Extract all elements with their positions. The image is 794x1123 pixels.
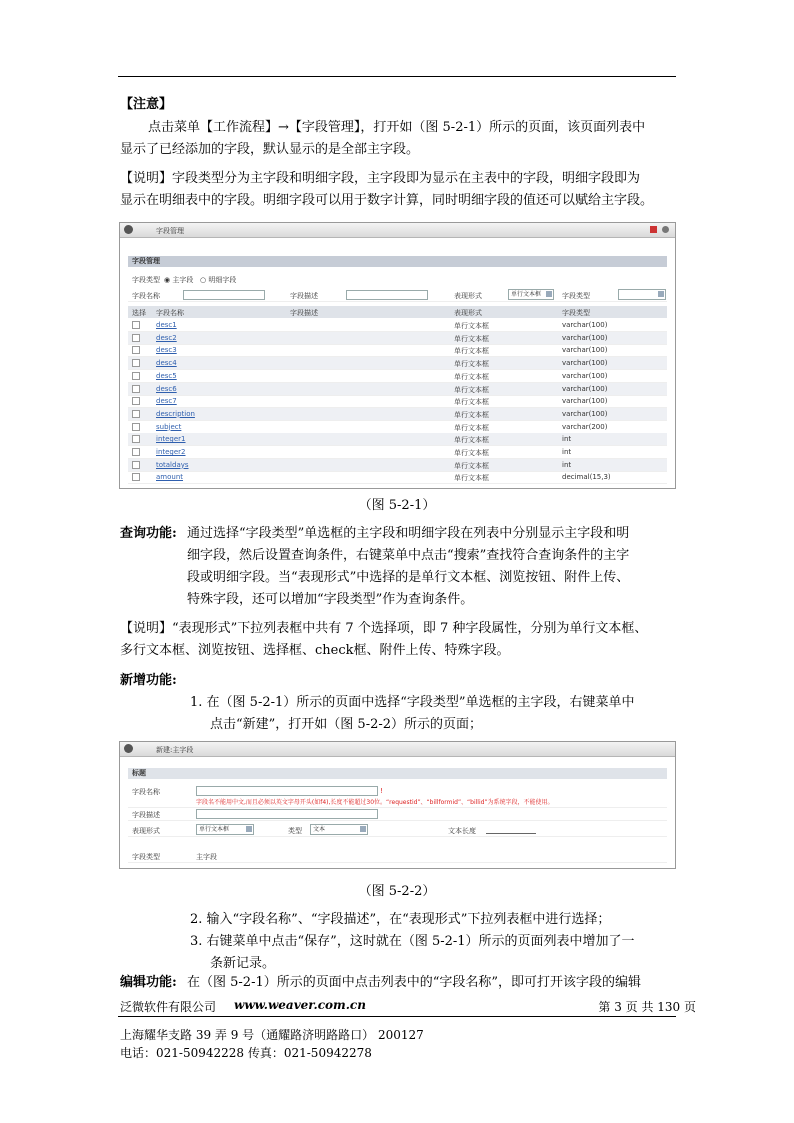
note2-line-2: 多行文本框、浏览按钮、选择框、check框、附件上传、特殊字段。: [120, 643, 510, 658]
note2-line-1: 【说明】“表现形式”下拉列表框中共有 7 个选择项，即 7 种字段属性，分别为单行文本框、: [120, 621, 648, 636]
figure2-caption: （图 5-2-2）: [358, 884, 436, 899]
col-select: 选择: [132, 309, 146, 317]
add-step1-line-2: 点击“新建”，打开如（图 5-2-2）所示的页面；: [210, 717, 483, 732]
brand-logo-icon: [135, 225, 151, 234]
row-checkbox[interactable]: [132, 385, 140, 393]
col-desc: 字段描述: [290, 309, 318, 317]
search-row: [128, 289, 667, 302]
query-label: 查询功能:: [120, 526, 177, 541]
table-header: [128, 306, 667, 318]
add-step2: 2. 输入“字段名称”、“字段描述”，在“表现形式”下拉列表框中进行选择；: [190, 912, 611, 927]
field-type: varchar(200): [562, 422, 608, 431]
search-type-label: 字段类型: [562, 292, 590, 300]
footer-website: www.weaver.com.cn: [234, 998, 366, 1012]
field-type: int: [562, 448, 572, 456]
edit-label: 编辑功能:: [120, 975, 177, 990]
field-type: varchar(100): [562, 371, 608, 380]
add-step3-line-1: 3. 右键菜单中点击“保存”，这时就在（图 5-2-1）所示的页面列表中增加了一: [190, 934, 635, 949]
figure-new-main-field: [119, 741, 676, 869]
chevron-down-icon: [658, 291, 664, 297]
table-row: [128, 446, 667, 459]
field-type: varchar(100): [562, 397, 608, 406]
field-name-link[interactable]: integer2: [156, 448, 186, 456]
field-name-link[interactable]: desc6: [156, 384, 177, 393]
footer-company: 泛微软件有限公司: [120, 1000, 217, 1014]
radio-main[interactable]: ◉ 主字段: [164, 276, 194, 284]
add-label: 新增功能:: [120, 673, 177, 688]
notice-line-1: 点击菜单【工作流程】→【字段管理】，打开如（图 5-2-1）所示的页面，该页面列表中: [148, 120, 646, 135]
field-form: 单行文本框: [454, 322, 489, 330]
query-line-4: 特殊字段，还可以增加“字段类型”作为查询条件。: [187, 592, 474, 607]
table-row: [128, 471, 667, 484]
field-form: 单行文本框: [454, 436, 489, 445]
name-label: 字段名称: [132, 788, 160, 796]
edit-line-1: 在（图 5-2-1）所示的页面中点击列表中的“字段名称”，即可打开该字段的编辑: [187, 975, 642, 990]
row-checkbox[interactable]: [132, 334, 140, 342]
window-title: 新建:主字段: [156, 746, 194, 754]
chevron-down-icon: [360, 826, 366, 832]
brand-logo-icon: [135, 744, 151, 753]
refresh-icon[interactable]: [662, 226, 669, 233]
header-rule: [118, 76, 676, 77]
name-row: [128, 785, 667, 808]
field-type: int: [562, 460, 572, 469]
field-name-link[interactable]: subject: [156, 422, 182, 431]
field-form: 单行文本框: [454, 461, 489, 470]
name-warning: 字段名不能用中文,而且必须以英文字母开头(如f4),长度不能超过30位。“requestid”、“billformid”、“billid”为系统字段，不能使用。: [196, 799, 554, 806]
table-row: [128, 332, 667, 345]
chevron-down-icon: [246, 826, 252, 832]
field-type: varchar(100): [562, 359, 608, 368]
kind-label: 类型: [288, 827, 302, 835]
search-form-select[interactable]: 单行文本框: [508, 289, 554, 300]
field-name-link[interactable]: totaldays: [156, 460, 189, 469]
figure-field-management: [119, 222, 676, 489]
table-row: [128, 357, 667, 370]
field-name-link[interactable]: desc3: [156, 346, 177, 355]
row-checkbox[interactable]: [132, 435, 140, 443]
window-title: 字段管理: [156, 227, 184, 235]
form-row: [128, 824, 667, 837]
col-form: 表现形式: [454, 309, 482, 317]
field-type: varchar(100): [562, 409, 608, 418]
search-desc-input[interactable]: [346, 290, 428, 300]
field-form: 单行文本框: [454, 410, 489, 419]
required-mark: !: [380, 787, 383, 795]
field-form: 单行文本框: [454, 360, 489, 369]
field-name-link[interactable]: description: [156, 409, 195, 418]
field-type: int: [562, 435, 572, 444]
kind-select[interactable]: 文本: [310, 824, 368, 835]
note1-line-1: 【说明】字段类型分为主字段和明细字段，主字段即为显示在主表中的字段，明细字段即为: [120, 171, 641, 186]
radio-detail[interactable]: ○ 明细字段: [200, 276, 237, 284]
col-type: 字段类型: [562, 309, 590, 317]
row-checkbox[interactable]: [132, 410, 140, 418]
field-form: 单行文本框: [454, 372, 489, 381]
section-header: 字段管理: [128, 256, 667, 267]
field-form: 单行文本框: [454, 449, 489, 457]
name-input[interactable]: [196, 786, 378, 796]
search-type-select[interactable]: [618, 289, 666, 300]
table-row: [128, 383, 667, 396]
field-type: varchar(100): [562, 346, 608, 355]
row-checkbox[interactable]: [132, 397, 140, 405]
row-checkbox[interactable]: [132, 448, 140, 456]
add-step3-line-2: 条新记录。: [210, 956, 276, 971]
row-checkbox[interactable]: [132, 461, 140, 469]
table-row: [128, 319, 667, 332]
footer-page: 第 3 页 共 130 页: [598, 1000, 696, 1014]
field-type: decimal(15,3): [562, 473, 611, 482]
type-row: [128, 850, 667, 863]
desc-row: [128, 808, 667, 821]
row-checkbox[interactable]: [132, 473, 140, 481]
type-label: 字段类型: [132, 853, 160, 861]
field-form: 单行文本框: [454, 385, 489, 394]
note1-line-2: 显示在明细表中的字段。明细字段可以用于数字计算，同时明细字段的值还可以赋给主字段。: [120, 193, 654, 208]
field-form: 单行文本框: [454, 474, 489, 483]
field-name-link[interactable]: desc5: [156, 371, 177, 380]
field-type: varchar(100): [562, 321, 608, 329]
field-form: 单行文本框: [454, 334, 489, 343]
query-line-2: 细字段，然后设置查询条件，右键菜单中点击“搜索”查找符合查询条件的主字: [187, 548, 630, 563]
search-desc-label: 字段描述: [290, 292, 318, 300]
field-form: 单行文本框: [454, 398, 489, 407]
field-name-link[interactable]: desc2: [156, 333, 177, 342]
app-logo-icon: [124, 744, 133, 753]
notice-title: 【注意】: [120, 97, 173, 112]
field-type: varchar(100): [562, 384, 608, 393]
section-header: 标题: [128, 768, 667, 779]
search-name-label: 字段名称: [132, 292, 160, 300]
app-logo-icon: [124, 225, 133, 234]
type-filter-row: [128, 273, 667, 285]
query-line-1: 通过选择“字段类型”单选框的主字段和明细字段在列表中分别显示主字段和明: [187, 526, 630, 541]
add-step1-line-1: 1. 在（图 5-2-1）所示的页面中选择“字段类型”单选框的主字段，右键菜单中: [190, 695, 635, 710]
length-label: 文本长度: [448, 827, 476, 835]
window-titlebar: [120, 742, 675, 757]
table-row: [128, 370, 667, 383]
field-type: varchar(100): [562, 333, 608, 342]
search-form-label: 表现形式: [454, 292, 482, 300]
table-row: [128, 459, 667, 472]
desc-label: 字段描述: [132, 811, 160, 819]
table-row: [128, 344, 667, 357]
row-checkbox[interactable]: [132, 372, 140, 380]
row-checkbox[interactable]: [132, 346, 140, 354]
figure1-caption: （图 5-2-1）: [358, 498, 436, 513]
field-name-link[interactable]: desc7: [156, 397, 177, 406]
table-row: [128, 395, 667, 408]
footer-address: 上海耀华支路 39 弄 9 号（通耀路济明路路口） 200127: [120, 1028, 424, 1042]
query-line-3: 段或明细字段。当“表现形式”中选择的是单行文本框、浏览按钮、附件上传、: [187, 570, 630, 585]
row-checkbox[interactable]: [132, 423, 140, 431]
length-input[interactable]: [486, 825, 536, 834]
window-titlebar: [120, 223, 675, 238]
notice-line-2: 显示了已经添加的字段，默认显示的是全部主字段。: [120, 142, 420, 157]
field-form: 单行文本框: [454, 347, 489, 356]
row-checkbox[interactable]: [132, 321, 140, 329]
footer-contact: 电话：021-50942228 传真：021-50942278: [120, 1046, 372, 1060]
field-name-link[interactable]: integer1: [156, 435, 186, 444]
row-checkbox[interactable]: [132, 359, 140, 367]
search-name-input[interactable]: [183, 290, 265, 300]
table-row: [128, 421, 667, 434]
type-value: 主字段: [196, 853, 217, 861]
field-name-link[interactable]: desc4: [156, 359, 177, 368]
field-name-link[interactable]: amount: [156, 473, 184, 482]
field-name-link[interactable]: desc1: [156, 321, 177, 329]
form-select[interactable]: 单行文本框: [196, 824, 254, 835]
type-label: 字段类型: [132, 276, 160, 284]
form-label: 表现形式: [132, 827, 160, 835]
footer-rule: [118, 1016, 676, 1017]
desc-input[interactable]: [196, 809, 378, 819]
table-row: [128, 433, 667, 446]
chevron-down-icon: [546, 291, 552, 297]
col-name: 字段名称: [156, 309, 184, 317]
field-form: 单行文本框: [454, 423, 489, 432]
table-row: [128, 408, 667, 421]
folder-icon[interactable]: [650, 226, 657, 233]
